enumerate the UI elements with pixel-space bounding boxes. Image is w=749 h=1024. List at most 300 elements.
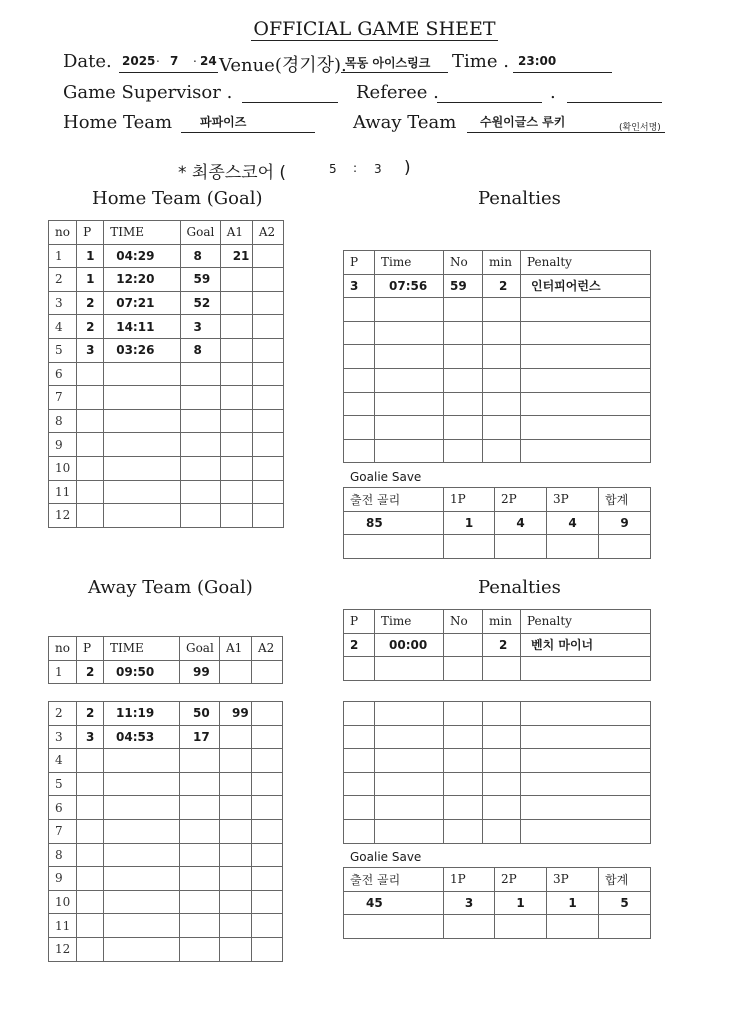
table-cell[interactable] — [180, 914, 220, 938]
date-separator: . — [193, 51, 197, 65]
table-cell[interactable] — [180, 867, 220, 891]
table-cell[interactable] — [77, 867, 104, 891]
table-cell[interactable] — [77, 772, 104, 796]
table-cell[interactable] — [483, 772, 521, 796]
table-cell[interactable] — [344, 725, 375, 749]
penalty-row — [344, 657, 651, 681]
table-cell[interactable] — [521, 749, 651, 773]
venue-field[interactable]: 목동 아이스링크 — [345, 56, 431, 70]
table-cell[interactable] — [444, 298, 483, 322]
table-cell[interactable] — [220, 914, 252, 938]
supervisor-field[interactable] — [242, 102, 338, 103]
table-cell[interactable] — [252, 362, 283, 386]
table-cell[interactable] — [104, 433, 180, 457]
table-cell[interactable] — [444, 416, 483, 440]
column-header: min — [483, 610, 521, 634]
table-cell[interactable] — [344, 439, 375, 463]
table-cell[interactable] — [444, 657, 483, 681]
table-cell[interactable] — [483, 749, 521, 773]
table-cell[interactable] — [220, 749, 252, 773]
table-cell[interactable] — [483, 368, 521, 392]
table-cell[interactable]: 99 — [180, 660, 220, 684]
table-cell[interactable] — [444, 368, 483, 392]
table-cell[interactable]: 1 — [77, 244, 104, 268]
table-cell[interactable] — [495, 535, 547, 559]
home-penalties-table — [343, 250, 651, 463]
penalty-row — [344, 416, 651, 440]
table-cell[interactable] — [220, 725, 252, 749]
table-cell[interactable] — [444, 819, 483, 843]
table-cell[interactable] — [104, 480, 180, 504]
table-cell[interactable] — [375, 439, 444, 463]
table-cell[interactable] — [252, 409, 283, 433]
table-cell[interactable] — [375, 321, 444, 345]
table-cell[interactable] — [375, 749, 444, 773]
table-cell[interactable] — [344, 535, 444, 559]
table-cell[interactable] — [104, 867, 180, 891]
table-cell[interactable] — [180, 386, 220, 410]
table-cell[interactable] — [375, 819, 444, 843]
penalty-row — [344, 725, 651, 749]
goal-row — [49, 890, 283, 914]
table-cell[interactable] — [220, 843, 252, 867]
home-team-underline — [181, 132, 315, 133]
table-cell[interactable]: 85 — [344, 511, 444, 535]
table-cell[interactable] — [180, 362, 220, 386]
table-cell[interactable] — [483, 819, 521, 843]
table-cell[interactable] — [444, 535, 495, 559]
table-cell[interactable] — [375, 657, 444, 681]
table-header-row — [344, 488, 651, 512]
table-cell[interactable] — [252, 772, 283, 796]
table-cell[interactable] — [104, 772, 180, 796]
table-cell[interactable] — [77, 749, 104, 773]
table-cell[interactable] — [220, 409, 252, 433]
column-header: 2P — [495, 868, 547, 892]
table-cell[interactable]: 12:20 — [104, 268, 180, 292]
table-cell[interactable] — [180, 433, 220, 457]
goal-row — [49, 725, 283, 749]
table-cell[interactable] — [252, 819, 283, 843]
table-cell[interactable] — [483, 796, 521, 820]
table-cell[interactable] — [599, 535, 651, 559]
table-cell[interactable] — [220, 480, 252, 504]
column-header: 3P — [547, 488, 599, 512]
table-cell[interactable] — [483, 321, 521, 345]
table-cell[interactable] — [77, 819, 104, 843]
table-cell[interactable]: 04:53 — [104, 725, 180, 749]
row-number: 12 — [49, 504, 77, 528]
table-cell[interactable] — [77, 456, 104, 480]
table-cell[interactable] — [344, 796, 375, 820]
table-cell[interactable] — [483, 392, 521, 416]
table-cell[interactable] — [344, 368, 375, 392]
table-cell[interactable]: 9 — [599, 511, 651, 535]
column-header: 출전 골리 — [344, 488, 444, 512]
table-cell[interactable]: 3 — [180, 315, 220, 339]
table-cell[interactable] — [252, 725, 283, 749]
table-cell[interactable] — [483, 725, 521, 749]
table-cell[interactable] — [77, 362, 104, 386]
table-cell[interactable] — [344, 298, 375, 322]
table-cell[interactable]: 2 — [77, 660, 104, 684]
table-cell[interactable]: 인터피어런스 — [521, 274, 651, 298]
column-header: 출전 골리 — [344, 868, 444, 892]
home-team-field[interactable]: 파파이즈 — [200, 115, 247, 129]
table-cell[interactable]: 5 — [599, 891, 651, 915]
table-cell[interactable] — [252, 867, 283, 891]
table-cell[interactable]: 2 — [483, 633, 521, 657]
table-cell[interactable] — [77, 386, 104, 410]
table-cell[interactable]: 3 — [77, 725, 104, 749]
table-cell[interactable] — [252, 937, 283, 961]
table-cell[interactable] — [180, 504, 220, 528]
row-number: 12 — [49, 937, 77, 961]
final-score-colon: : — [353, 161, 358, 175]
table-cell[interactable] — [521, 416, 651, 440]
table-cell[interactable] — [77, 480, 104, 504]
column-header: 1P — [444, 868, 495, 892]
table-cell[interactable] — [444, 702, 483, 726]
table-cell[interactable] — [547, 915, 599, 939]
table-cell[interactable] — [344, 915, 444, 939]
table-cell[interactable] — [375, 345, 444, 369]
table-cell[interactable] — [252, 386, 283, 410]
column-header: Goal — [180, 637, 220, 661]
table-cell[interactable] — [220, 937, 252, 961]
column-header: Time — [375, 251, 444, 275]
table-cell[interactable] — [375, 416, 444, 440]
date-year[interactable]: 2025 — [122, 54, 156, 68]
table-cell[interactable] — [444, 633, 483, 657]
row-number: 6 — [49, 362, 77, 386]
time-field[interactable]: 23:00 — [518, 54, 557, 68]
table-cell[interactable] — [483, 702, 521, 726]
table-cell[interactable] — [104, 409, 180, 433]
column-header: min — [483, 251, 521, 275]
goalie-save-row — [344, 511, 651, 535]
table-cell[interactable] — [444, 439, 483, 463]
final-score-away[interactable]: 3 — [374, 162, 382, 176]
table-cell[interactable]: 벤치 마이너 — [521, 633, 651, 657]
table-cell[interactable] — [220, 291, 252, 315]
table-cell[interactable] — [104, 914, 180, 938]
table-cell[interactable]: 1 — [495, 891, 547, 915]
table-cell[interactable] — [252, 291, 283, 315]
table-cell[interactable]: 2 — [483, 274, 521, 298]
table-cell[interactable] — [521, 657, 651, 681]
table-cell[interactable] — [77, 409, 104, 433]
table-cell[interactable] — [495, 915, 547, 939]
table-cell[interactable] — [220, 504, 252, 528]
table-cell[interactable] — [444, 915, 495, 939]
table-cell[interactable] — [444, 725, 483, 749]
table-cell[interactable] — [220, 362, 252, 386]
table-cell[interactable] — [104, 504, 180, 528]
table-cell[interactable] — [521, 368, 651, 392]
table-cell[interactable] — [344, 416, 375, 440]
away-goals-table — [48, 701, 283, 962]
table-cell[interactable] — [104, 456, 180, 480]
table-cell[interactable]: 2 — [344, 633, 375, 657]
table-cell[interactable] — [444, 321, 483, 345]
table-cell[interactable]: 09:50 — [104, 660, 180, 684]
table-cell[interactable] — [599, 915, 651, 939]
table-cell[interactable] — [344, 321, 375, 345]
goal-row — [49, 843, 283, 867]
table-cell[interactable] — [252, 433, 283, 457]
table-cell[interactable] — [252, 914, 283, 938]
table-cell[interactable] — [104, 796, 180, 820]
table-cell[interactable] — [180, 937, 220, 961]
table-cell[interactable] — [444, 796, 483, 820]
row-number: 11 — [49, 914, 77, 938]
table-cell[interactable] — [375, 298, 444, 322]
table-cell[interactable] — [483, 298, 521, 322]
table-cell[interactable] — [521, 439, 651, 463]
column-header: Penalty — [521, 610, 651, 634]
away-team-field[interactable]: 수원이글스 루키 — [480, 115, 566, 129]
table-cell[interactable]: 2 — [77, 315, 104, 339]
goalie-save-row — [344, 535, 651, 559]
table-cell[interactable]: 11:19 — [104, 702, 180, 726]
table-cell[interactable] — [252, 480, 283, 504]
table-cell[interactable] — [252, 456, 283, 480]
table-cell[interactable] — [220, 890, 252, 914]
table-cell[interactable] — [180, 890, 220, 914]
table-cell[interactable]: 1 — [77, 268, 104, 292]
goal-row — [49, 702, 283, 726]
table-cell[interactable]: 2 — [77, 291, 104, 315]
table-cell[interactable] — [220, 456, 252, 480]
table-cell[interactable]: 04:29 — [104, 244, 180, 268]
table-cell[interactable] — [375, 392, 444, 416]
table-cell[interactable] — [521, 772, 651, 796]
table-cell[interactable]: 8 — [180, 338, 220, 362]
column-header: TIME — [104, 221, 180, 245]
table-cell[interactable]: 1 — [444, 511, 495, 535]
table-cell[interactable] — [77, 796, 104, 820]
table-cell[interactable] — [375, 702, 444, 726]
table-cell[interactable] — [483, 345, 521, 369]
table-cell[interactable] — [220, 796, 252, 820]
table-cell[interactable] — [220, 660, 252, 684]
table-cell[interactable]: 03:26 — [104, 338, 180, 362]
table-cell[interactable]: 07:56 — [375, 274, 444, 298]
referee-field-2[interactable] — [567, 102, 662, 103]
table-cell[interactable] — [77, 914, 104, 938]
table-cell[interactable] — [344, 657, 375, 681]
sign-note: (확인서명) — [619, 123, 661, 133]
table-cell[interactable] — [77, 433, 104, 457]
table-cell[interactable] — [344, 702, 375, 726]
away-goalie-table — [343, 867, 651, 939]
table-cell[interactable] — [104, 819, 180, 843]
table-cell[interactable] — [104, 937, 180, 961]
table-cell[interactable] — [77, 937, 104, 961]
table-cell[interactable] — [220, 772, 252, 796]
table-cell[interactable] — [77, 504, 104, 528]
goal-row — [49, 867, 283, 891]
away-goals-table — [48, 636, 283, 684]
table-cell[interactable] — [344, 819, 375, 843]
table-cell[interactable] — [252, 660, 283, 684]
date-underline — [119, 72, 218, 73]
table-cell[interactable]: 21 — [220, 244, 252, 268]
table-cell[interactable] — [180, 749, 220, 773]
table-cell[interactable] — [104, 890, 180, 914]
table-cell[interactable] — [483, 416, 521, 440]
table-cell[interactable]: 4 — [547, 511, 599, 535]
table-cell[interactable]: 4 — [495, 511, 547, 535]
penalty-row — [344, 772, 651, 796]
table-cell[interactable] — [180, 409, 220, 433]
table-cell[interactable] — [521, 819, 651, 843]
row-number: 10 — [49, 456, 77, 480]
home-goalie-title: Goalie Save — [350, 470, 422, 484]
goalie-save-row — [344, 891, 651, 915]
table-header-row — [344, 868, 651, 892]
table-cell[interactable]: 17 — [180, 725, 220, 749]
table-cell[interactable] — [104, 386, 180, 410]
table-cell[interactable] — [521, 392, 651, 416]
table-cell[interactable] — [77, 890, 104, 914]
table-cell[interactable] — [444, 392, 483, 416]
table-cell[interactable] — [521, 796, 651, 820]
penalty-row — [344, 439, 651, 463]
table-cell[interactable] — [104, 843, 180, 867]
table-cell[interactable] — [252, 796, 283, 820]
table-cell[interactable] — [483, 439, 521, 463]
row-number: 7 — [49, 819, 77, 843]
table-cell[interactable]: 00:00 — [375, 633, 444, 657]
column-header: A2 — [252, 637, 283, 661]
row-number: 3 — [49, 725, 77, 749]
table-cell[interactable] — [104, 749, 180, 773]
final-score-home[interactable]: 5 — [329, 162, 337, 176]
table-cell[interactable] — [375, 772, 444, 796]
home-penalties-title: Penalties — [478, 188, 561, 209]
table-cell[interactable] — [180, 456, 220, 480]
table-cell[interactable] — [252, 315, 283, 339]
table-cell[interactable] — [483, 657, 521, 681]
table-cell[interactable] — [252, 338, 283, 362]
table-cell[interactable]: 2 — [77, 702, 104, 726]
table-cell[interactable]: 50 — [180, 702, 220, 726]
goal-row — [49, 362, 284, 386]
table-cell[interactable]: 3 — [77, 338, 104, 362]
date-day[interactable]: 24 — [200, 54, 217, 68]
table-cell[interactable] — [521, 725, 651, 749]
table-cell[interactable] — [180, 480, 220, 504]
sheet-title: OFFICIAL GAME SHEET — [253, 18, 496, 40]
table-cell[interactable] — [252, 702, 283, 726]
referee-field[interactable] — [437, 102, 542, 103]
table-cell[interactable] — [375, 368, 444, 392]
goal-row — [49, 386, 284, 410]
table-header-row — [344, 610, 651, 634]
table-cell[interactable] — [375, 725, 444, 749]
table-cell[interactable]: 3 — [344, 274, 375, 298]
table-cell[interactable]: 14:11 — [104, 315, 180, 339]
table-cell[interactable] — [444, 749, 483, 773]
time-label: Time . — [452, 51, 509, 72]
table-cell[interactable] — [180, 819, 220, 843]
table-cell[interactable] — [180, 772, 220, 796]
table-cell[interactable] — [220, 315, 252, 339]
table-cell[interactable] — [252, 890, 283, 914]
table-cell[interactable] — [252, 843, 283, 867]
table-cell[interactable] — [77, 843, 104, 867]
table-cell[interactable] — [220, 338, 252, 362]
table-cell[interactable] — [252, 504, 283, 528]
table-cell[interactable]: 07:21 — [104, 291, 180, 315]
table-cell[interactable] — [344, 345, 375, 369]
table-cell[interactable] — [252, 749, 283, 773]
table-cell[interactable]: 59 — [180, 268, 220, 292]
goal-row — [49, 914, 283, 938]
table-cell[interactable] — [252, 268, 283, 292]
goal-row — [49, 244, 284, 268]
table-cell[interactable] — [521, 702, 651, 726]
table-cell[interactable] — [444, 772, 483, 796]
table-cell[interactable] — [344, 749, 375, 773]
column-header: 합계 — [599, 488, 651, 512]
table-cell[interactable] — [104, 362, 180, 386]
table-cell[interactable] — [521, 345, 651, 369]
table-cell[interactable] — [220, 268, 252, 292]
table-cell[interactable] — [344, 392, 375, 416]
penalty-row — [344, 345, 651, 369]
goal-row — [49, 480, 284, 504]
table-cell[interactable]: 1 — [547, 891, 599, 915]
table-cell[interactable] — [375, 796, 444, 820]
table-cell[interactable] — [220, 433, 252, 457]
goal-row — [49, 937, 283, 961]
referee-dot: . — [550, 82, 556, 103]
table-header-row — [49, 221, 284, 245]
table-cell[interactable]: 99 — [220, 702, 252, 726]
penalty-row — [344, 392, 651, 416]
goal-row — [49, 338, 284, 362]
goal-row — [49, 772, 283, 796]
table-cell[interactable] — [220, 819, 252, 843]
column-header: No — [444, 251, 483, 275]
table-cell[interactable] — [344, 772, 375, 796]
date-separator: . — [156, 51, 160, 65]
table-cell[interactable] — [180, 843, 220, 867]
final-score-close: ) — [404, 158, 411, 178]
table-cell[interactable] — [547, 535, 599, 559]
table-cell[interactable]: 3 — [444, 891, 495, 915]
table-cell[interactable] — [444, 345, 483, 369]
column-header: A1 — [220, 221, 252, 245]
table-cell[interactable] — [220, 867, 252, 891]
table-cell[interactable]: 45 — [344, 891, 444, 915]
table-cell[interactable]: 59 — [444, 274, 483, 298]
table-cell[interactable] — [220, 386, 252, 410]
table-cell[interactable] — [252, 244, 283, 268]
date-month[interactable]: 7 — [170, 54, 179, 68]
column-header: no — [49, 221, 77, 245]
table-cell[interactable] — [521, 321, 651, 345]
table-cell[interactable] — [521, 298, 651, 322]
table-cell[interactable]: 52 — [180, 291, 220, 315]
goal-row — [49, 433, 284, 457]
table-cell[interactable] — [180, 796, 220, 820]
table-cell[interactable]: 8 — [180, 244, 220, 268]
table-header-row — [49, 637, 283, 661]
